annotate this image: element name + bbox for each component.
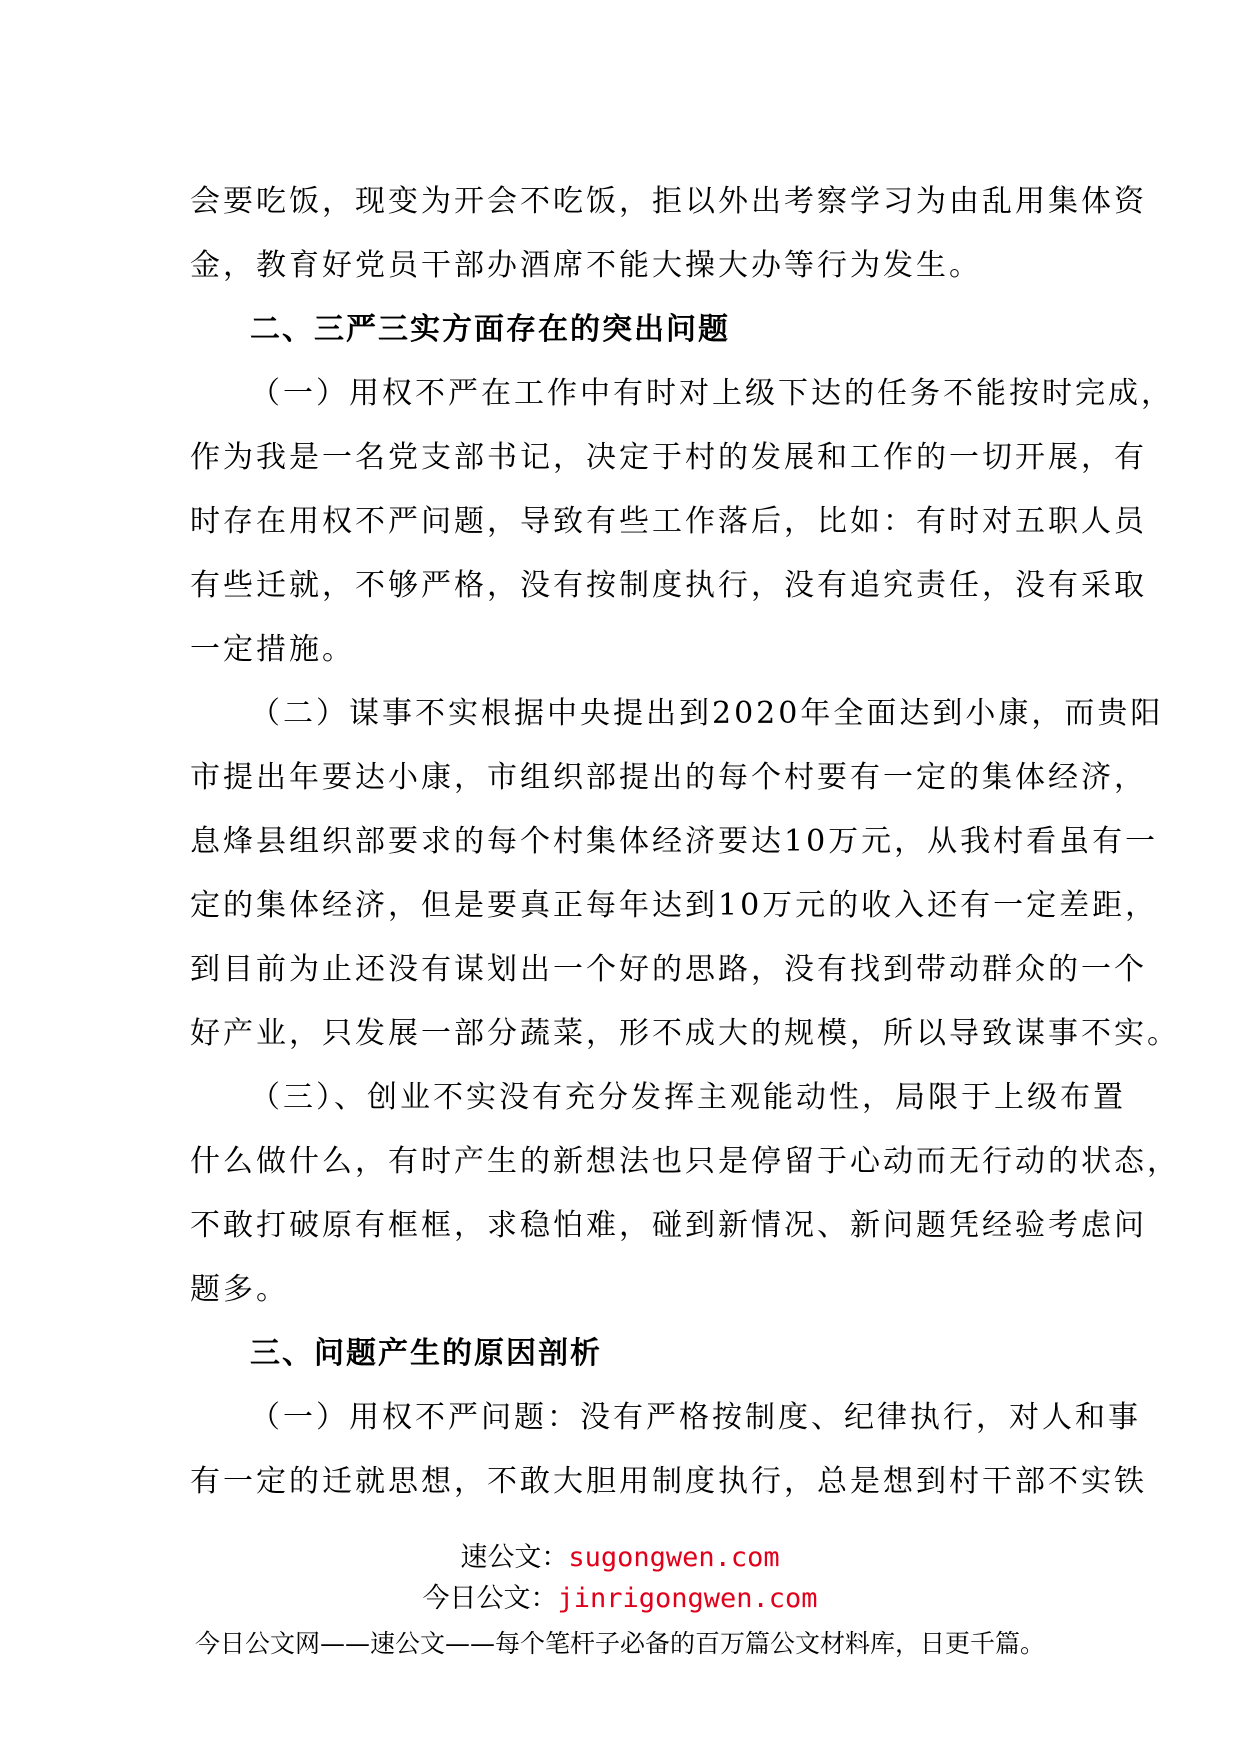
body-line: 市提出年要达小康，市组织部提出的每个村要有一定的集体经济，: [190, 760, 1147, 795]
footer-sugongwen-label: 速公文：: [460, 1542, 569, 1573]
paragraph-start-line: （二）谋事不实根据中央提出到2020年全面达到小康，而贵阳: [250, 696, 1164, 731]
body-line: 不敢打破原有框框，求稳怕难，碰到新情况、新问题凭经验考虑问: [190, 1208, 1147, 1243]
body-line: 时存在用权不严问题，导致有些工作落后，比如：有时对五职人员: [190, 504, 1147, 539]
document-body: [190, 170, 1180, 1514]
footer-slogan: 今日公文网——速公文——每个笔杆子必备的百万篇公文材料库，日更千篇。: [194, 1629, 1045, 1658]
sugongwen-link[interactable]: sugongwen.com: [568, 1542, 780, 1573]
footer-jinrigongwen: [0, 1582, 1240, 1616]
section-heading: 三、问题产生的原因剖析: [250, 1336, 602, 1371]
body-line: 好产业，只发展一部分蔬菜，形不成大的规模，所以导致谋事不实。: [190, 1016, 1180, 1051]
body-line: 金，教育好党员干部办酒席不能大操大办等行为发生。: [190, 248, 982, 283]
body-line: 作为我是一名党支部书记，决定于村的发展和工作的一切开展，有: [190, 440, 1147, 475]
section-heading: 二、三严三实方面存在的突出问题: [250, 312, 730, 347]
body-line: 会要吃饭，现变为开会不吃饭，拒以外出考察学习为由乱用集体资: [190, 184, 1147, 219]
paragraph-start-line: （一）用权不严问题：没有严格按制度、纪律执行，对人和事: [250, 1400, 1141, 1435]
body-line: 什么做什么，有时产生的新想法也只是停留于心动而无行动的状态，: [190, 1144, 1180, 1179]
body-line: 一定措施。: [190, 632, 355, 667]
body-line: 有一定的迁就思想，不敢大胆用制度执行，总是想到村干部不实铁: [190, 1464, 1147, 1499]
body-line: 定的集体经济，但是要真正每年达到10万元的收入还有一定差距，: [190, 888, 1159, 923]
paragraph-start-line: （三）、创业不实没有充分发挥主观能动性，局限于上级布置: [250, 1080, 1126, 1115]
footer-sugongwen: [0, 1541, 1240, 1575]
footer-jinrigongwen-label: 今日公文：: [422, 1583, 558, 1614]
jinrigongwen-link[interactable]: jinrigongwen.com: [557, 1583, 818, 1614]
body-line: 息烽县组织部要求的每个村集体经济要达10万元，从我村看虽有一: [190, 824, 1159, 859]
body-line: 到目前为止还没有谋划出一个好的思路，没有找到带动群众的一个: [190, 952, 1147, 987]
paragraph-start-line: （一）用权不严在工作中有时对上级下达的任务不能按时完成，: [250, 376, 1174, 411]
body-line: 题多。: [190, 1272, 289, 1307]
body-line: 有些迁就，不够严格，没有按制度执行，没有追究责任，没有采取: [190, 568, 1147, 603]
